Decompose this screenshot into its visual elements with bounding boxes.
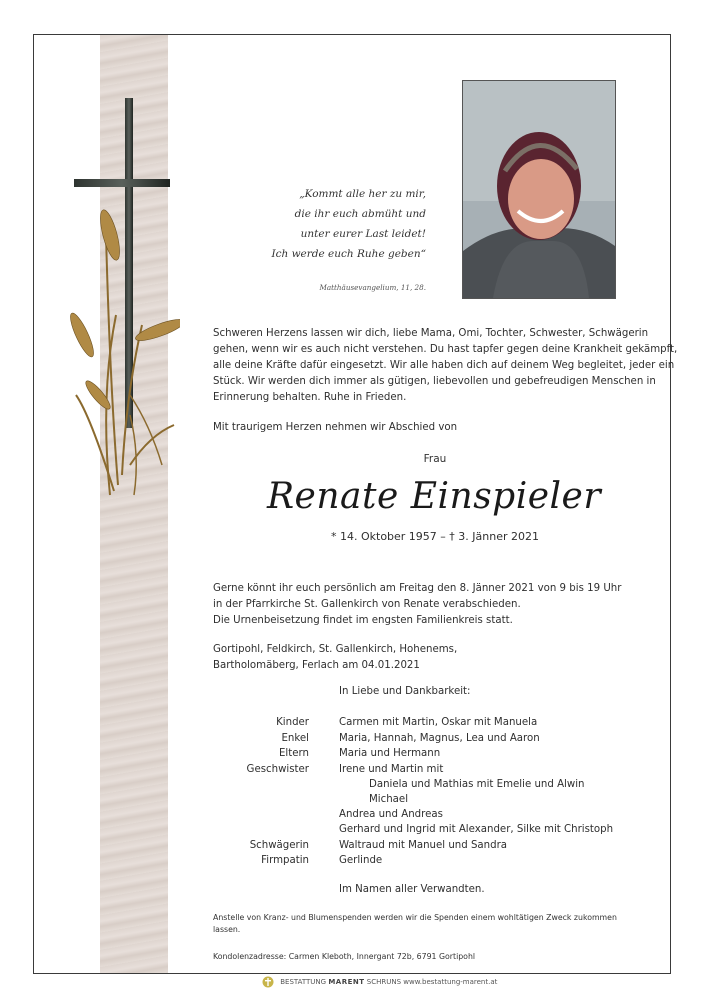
donation-note: Anstelle von Kranz- und Blumenspenden werden wir die Spenden einem wohltätigen Zweck zukommen lassen. bbox=[213, 913, 617, 934]
relative-names: Daniela und Mathias mit Emelie und Alwin bbox=[369, 779, 585, 790]
quote-line: Ich werde euch Ruhe geben“ bbox=[271, 248, 426, 260]
relative-names: Waltraud mit Manuel und Sandra bbox=[339, 840, 508, 851]
relative-label: Geschwister bbox=[246, 764, 309, 775]
relative-names: Maria, Hannah, Magnus, Lea und Aaron bbox=[339, 733, 540, 744]
relative-label: Eltern bbox=[279, 748, 309, 759]
relative-label: Schwägerin bbox=[249, 840, 309, 851]
funeral-home-logo bbox=[262, 976, 274, 988]
footer-place: SCHRUNS bbox=[366, 978, 402, 986]
relative-names: Michael bbox=[369, 794, 409, 805]
footer-url[interactable]: www.bestattung-marent.at bbox=[403, 978, 498, 986]
closing-line: In Liebe und Dankbarkeit: bbox=[339, 686, 471, 697]
relative-names: Andrea und Andreas bbox=[339, 809, 443, 820]
places-and-date bbox=[213, 642, 513, 674]
relative-label: Firmpatin bbox=[261, 855, 309, 866]
cross-icon bbox=[70, 95, 180, 515]
portrait-photo bbox=[462, 80, 616, 299]
footer-brand: MARENT bbox=[328, 978, 365, 986]
relative-names: Irene und Martin mit bbox=[339, 764, 444, 775]
quote-line: unter eurer Last leidet! bbox=[300, 228, 426, 240]
footer-prefix: BESTATTUNG bbox=[280, 978, 327, 986]
life-dates: * 14. Oktober 1957 – † 3. Jänner 2021 bbox=[330, 530, 539, 543]
relative-names: Carmen mit Martin, Oskar mit Manuela bbox=[339, 717, 538, 728]
places-line: Bartholomäberg, Ferlach am 04.01.2021 bbox=[213, 660, 420, 671]
farewell-line: Mit traurigem Herzen nehmen wir Abschied von bbox=[213, 422, 458, 433]
relative-names: Gerhard und Ingrid mit Alexander, Silke mit Christoph bbox=[339, 824, 614, 835]
relative-names: Gerlinde bbox=[339, 855, 383, 866]
places-line: Gortipohl, Feldkirch, St. Gallenkirch, Hohenems, bbox=[213, 644, 458, 655]
condolence-address: Kondolenzadresse: Carmen Kleboth, Innergant 72b, 6791 Gortipohl bbox=[213, 952, 476, 961]
deceased-name: Renate Einspieler bbox=[266, 476, 602, 517]
relative-label: Kinder bbox=[276, 717, 309, 728]
service-line: Die Urnenbeisetzung findet im engsten Familienkreis statt. bbox=[213, 615, 513, 626]
service-info bbox=[213, 581, 673, 629]
quote-line: die ihr euch abmüht und bbox=[294, 208, 426, 220]
relative-names: Maria und Hermann bbox=[339, 748, 441, 759]
quote-line: „Kommt alle her zu mir, bbox=[299, 188, 426, 200]
funeral-home-footer bbox=[262, 976, 562, 994]
quote-source: Matthäusevangelium, 11, 28. bbox=[319, 283, 426, 292]
service-line: Gerne könnt ihr euch persönlich am Freitag den 8. Jänner 2021 von 9 bis 19 Uhr bbox=[213, 583, 622, 594]
service-line: in der Pfarrkirche St. Gallenkirch von Renate verabschieden. bbox=[213, 599, 521, 610]
bible-quote bbox=[240, 184, 426, 264]
intro-paragraph: Schweren Herzens lassen wir dich, liebe Mama, Omi, Tochter, Schwester, Schwägerin gehen, wenn wir es auch nicht verstehen. Du hast tapfer gegen deine Krankheit gekämpft, alle deine Kräfte dafür eingesetzt. Wir alle haben dich auf deinem Weg begleitet, jeder ein Stück. Wir werden dich immer als gütigen, liebevollen und gebefreudigen Menschen in Erinnerung behalten. Ruhe in Frieden. bbox=[213, 328, 678, 403]
relatives-closing: Im Namen aller Verwandten. bbox=[339, 884, 485, 895]
relative-label: Enkel bbox=[281, 733, 309, 744]
salutation: Frau bbox=[423, 453, 447, 465]
